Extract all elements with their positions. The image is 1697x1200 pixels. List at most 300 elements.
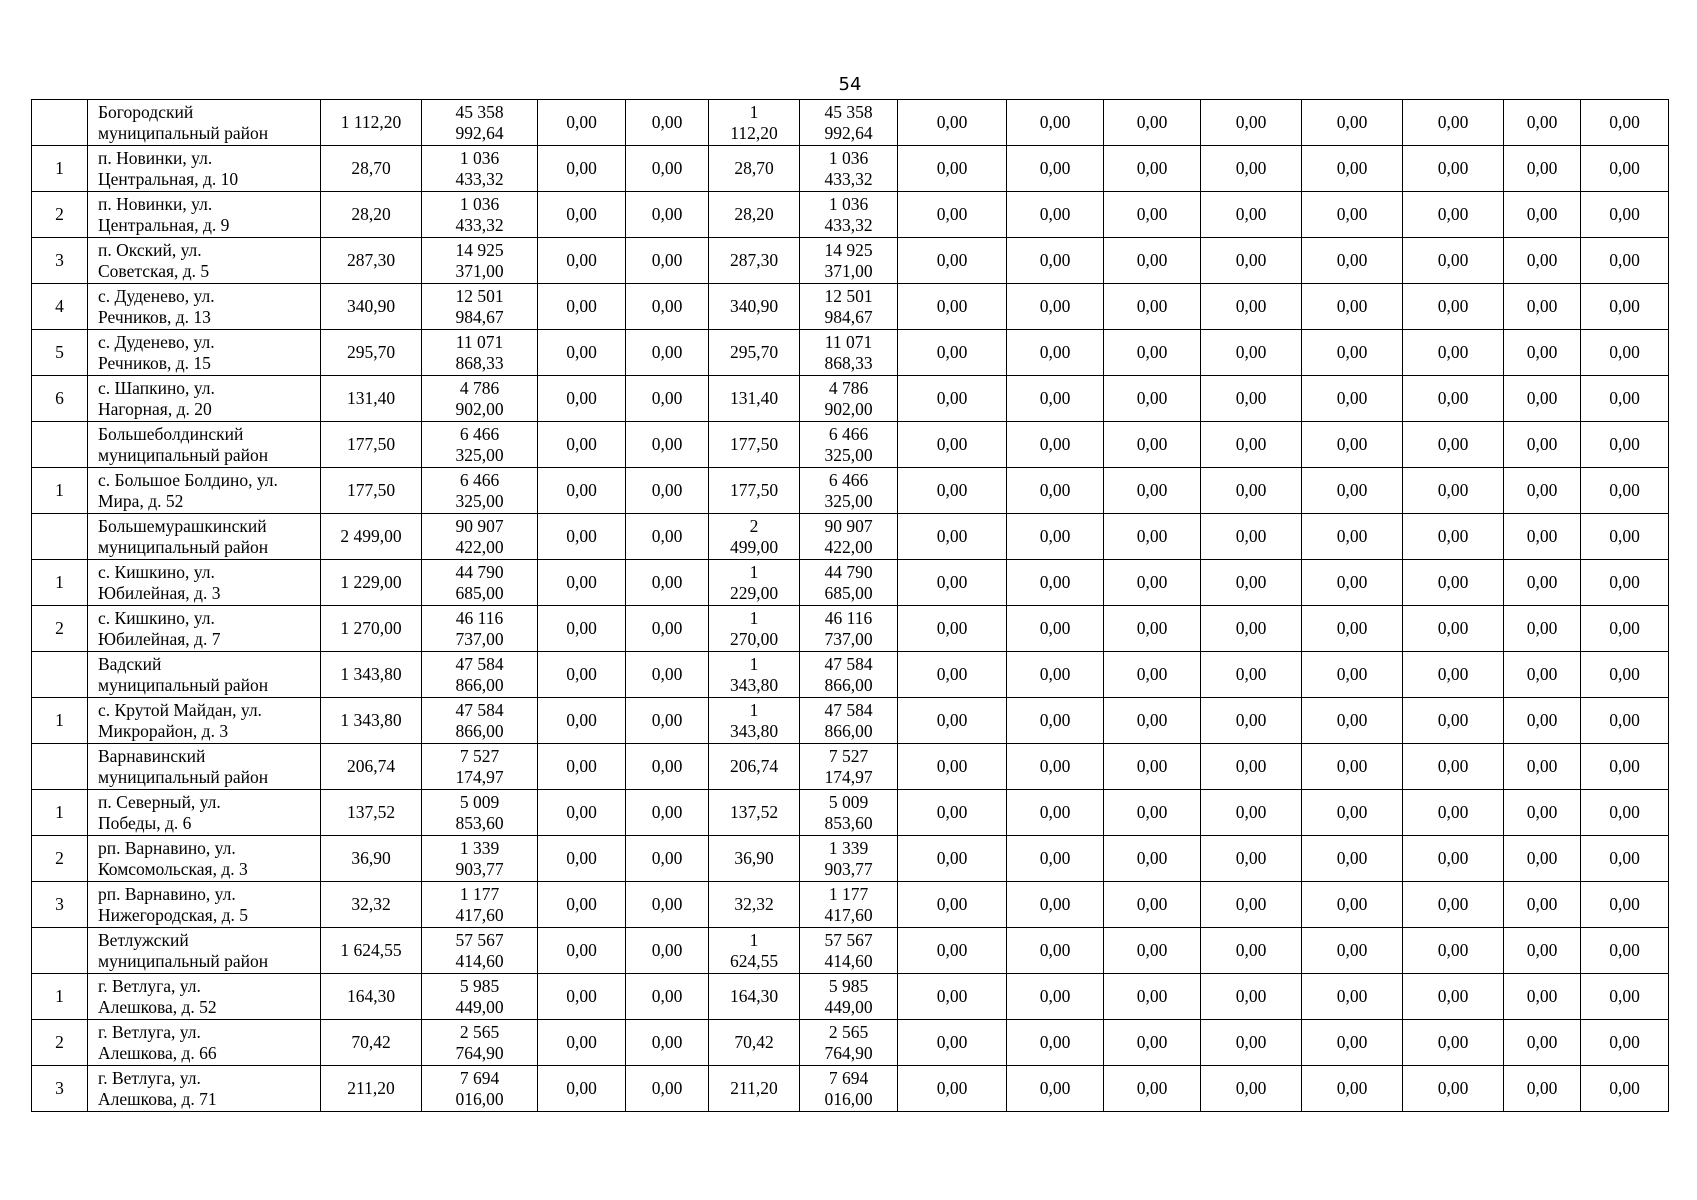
value-cell-c7: 0,00 [898, 882, 1007, 928]
value-cell-c3: 0,00 [538, 1020, 626, 1066]
value-cell-c1: 137,52 [321, 790, 422, 836]
value-cell-c9: 0,00 [1104, 376, 1201, 422]
value-cell-c7: 0,00 [898, 192, 1007, 238]
value-cell-c1: 131,40 [321, 376, 422, 422]
value-cell-c10: 0,00 [1201, 744, 1302, 790]
value-cell-c1: 340,90 [321, 284, 422, 330]
value-cell-c2: 1 339 903,77 [422, 836, 538, 882]
value-cell-c13: 0,00 [1504, 422, 1581, 468]
row-number-cell: 1 [32, 468, 88, 514]
value-cell-c6: 4 786 902,00 [800, 376, 898, 422]
value-cell-c6: 7 694 016,00 [800, 1066, 898, 1112]
value-cell-c7: 0,00 [898, 836, 1007, 882]
value-cell-c5: 1 343,80 [709, 652, 800, 698]
value-cell-c4: 0,00 [626, 606, 709, 652]
value-cell-c13: 0,00 [1504, 1066, 1581, 1112]
value-cell-c1: 1 624,55 [321, 928, 422, 974]
value-cell-c8: 0,00 [1007, 928, 1104, 974]
value-cell-c10: 0,00 [1201, 560, 1302, 606]
table-row [32, 1020, 1669, 1066]
value-cell-c14: 0,00 [1581, 606, 1669, 652]
value-cell-c13: 0,00 [1504, 192, 1581, 238]
row-number-cell [32, 652, 88, 698]
value-cell-c8: 0,00 [1007, 376, 1104, 422]
address-cell: Вадский муниципальный район [88, 652, 321, 698]
value-cell-c9: 0,00 [1104, 836, 1201, 882]
value-cell-c10: 0,00 [1201, 422, 1302, 468]
value-cell-c5: 1 229,00 [709, 560, 800, 606]
value-cell-c11: 0,00 [1302, 744, 1403, 790]
table-row [32, 376, 1669, 422]
value-cell-c2: 7 527 174,97 [422, 744, 538, 790]
row-number-cell: 1 [32, 698, 88, 744]
value-cell-c1: 70,42 [321, 1020, 422, 1066]
value-cell-c9: 0,00 [1104, 882, 1201, 928]
value-cell-c7: 0,00 [898, 698, 1007, 744]
value-cell-c1: 36,90 [321, 836, 422, 882]
value-cell-c12: 0,00 [1403, 376, 1504, 422]
value-cell-c2: 6 466 325,00 [422, 468, 538, 514]
value-cell-c2: 2 565 764,90 [422, 1020, 538, 1066]
value-cell-c9: 0,00 [1104, 744, 1201, 790]
value-cell-c10: 0,00 [1201, 468, 1302, 514]
value-cell-c12: 0,00 [1403, 192, 1504, 238]
table-row [32, 928, 1669, 974]
value-cell-c9: 0,00 [1104, 192, 1201, 238]
value-cell-c11: 0,00 [1302, 928, 1403, 974]
value-cell-c7: 0,00 [898, 330, 1007, 376]
value-cell-c4: 0,00 [626, 882, 709, 928]
value-cell-c10: 0,00 [1201, 928, 1302, 974]
value-cell-c12: 0,00 [1403, 606, 1504, 652]
row-number-cell: 1 [32, 560, 88, 606]
value-cell-c4: 0,00 [626, 422, 709, 468]
value-cell-c3: 0,00 [538, 698, 626, 744]
table-row [32, 744, 1669, 790]
value-cell-c1: 32,32 [321, 882, 422, 928]
value-cell-c14: 0,00 [1581, 836, 1669, 882]
value-cell-c7: 0,00 [898, 422, 1007, 468]
value-cell-c8: 0,00 [1007, 974, 1104, 1020]
value-cell-c12: 0,00 [1403, 100, 1504, 146]
value-cell-c11: 0,00 [1302, 330, 1403, 376]
value-cell-c3: 0,00 [538, 836, 626, 882]
value-cell-c14: 0,00 [1581, 422, 1669, 468]
value-cell-c7: 0,00 [898, 514, 1007, 560]
value-cell-c14: 0,00 [1581, 238, 1669, 284]
value-cell-c5: 295,70 [709, 330, 800, 376]
value-cell-c4: 0,00 [626, 468, 709, 514]
value-cell-c13: 0,00 [1504, 836, 1581, 882]
value-cell-c1: 1 270,00 [321, 606, 422, 652]
value-cell-c7: 0,00 [898, 284, 1007, 330]
value-cell-c11: 0,00 [1302, 698, 1403, 744]
value-cell-c9: 0,00 [1104, 790, 1201, 836]
value-cell-c9: 0,00 [1104, 560, 1201, 606]
value-cell-c7: 0,00 [898, 928, 1007, 974]
address-cell: п. Новинки, ул. Центральная, д. 9 [88, 192, 321, 238]
value-cell-c6: 1 177 417,60 [800, 882, 898, 928]
value-cell-c8: 0,00 [1007, 330, 1104, 376]
value-cell-c4: 0,00 [626, 284, 709, 330]
value-cell-c5: 164,30 [709, 974, 800, 1020]
value-cell-c14: 0,00 [1581, 790, 1669, 836]
value-cell-c6: 47 584 866,00 [800, 652, 898, 698]
value-cell-c13: 0,00 [1504, 514, 1581, 560]
table-row [32, 652, 1669, 698]
value-cell-c3: 0,00 [538, 422, 626, 468]
value-cell-c1: 1 112,20 [321, 100, 422, 146]
value-cell-c9: 0,00 [1104, 928, 1201, 974]
table-row [32, 238, 1669, 284]
row-number-cell: 5 [32, 330, 88, 376]
value-cell-c3: 0,00 [538, 146, 626, 192]
value-cell-c13: 0,00 [1504, 928, 1581, 974]
value-cell-c3: 0,00 [538, 790, 626, 836]
value-cell-c1: 177,50 [321, 468, 422, 514]
value-cell-c4: 0,00 [626, 376, 709, 422]
value-cell-c13: 0,00 [1504, 974, 1581, 1020]
value-cell-c11: 0,00 [1302, 100, 1403, 146]
value-cell-c11: 0,00 [1302, 146, 1403, 192]
value-cell-c7: 0,00 [898, 238, 1007, 284]
value-cell-c14: 0,00 [1581, 744, 1669, 790]
value-cell-c4: 0,00 [626, 100, 709, 146]
value-cell-c2: 57 567 414,60 [422, 928, 538, 974]
value-cell-c10: 0,00 [1201, 790, 1302, 836]
value-cell-c13: 0,00 [1504, 238, 1581, 284]
value-cell-c10: 0,00 [1201, 652, 1302, 698]
row-number-cell: 3 [32, 238, 88, 284]
value-cell-c2: 7 694 016,00 [422, 1066, 538, 1112]
value-cell-c2: 44 790 685,00 [422, 560, 538, 606]
value-cell-c4: 0,00 [626, 1066, 709, 1112]
value-cell-c3: 0,00 [538, 284, 626, 330]
value-cell-c9: 0,00 [1104, 238, 1201, 284]
value-cell-c7: 0,00 [898, 146, 1007, 192]
value-cell-c5: 177,50 [709, 468, 800, 514]
value-cell-c2: 47 584 866,00 [422, 652, 538, 698]
row-number-cell [32, 928, 88, 974]
value-cell-c14: 0,00 [1581, 698, 1669, 744]
value-cell-c1: 2 499,00 [321, 514, 422, 560]
value-cell-c10: 0,00 [1201, 238, 1302, 284]
value-cell-c14: 0,00 [1581, 974, 1669, 1020]
table-row [32, 514, 1669, 560]
value-cell-c2: 1 036 433,32 [422, 146, 538, 192]
value-cell-c12: 0,00 [1403, 790, 1504, 836]
value-cell-c1: 177,50 [321, 422, 422, 468]
value-cell-c11: 0,00 [1302, 468, 1403, 514]
value-cell-c11: 0,00 [1302, 284, 1403, 330]
value-cell-c4: 0,00 [626, 790, 709, 836]
value-cell-c8: 0,00 [1007, 652, 1104, 698]
value-cell-c4: 0,00 [626, 238, 709, 284]
table-row [32, 422, 1669, 468]
value-cell-c14: 0,00 [1581, 468, 1669, 514]
value-cell-c13: 0,00 [1504, 376, 1581, 422]
value-cell-c2: 5 985 449,00 [422, 974, 538, 1020]
value-cell-c12: 0,00 [1403, 330, 1504, 376]
value-cell-c1: 1 229,00 [321, 560, 422, 606]
value-cell-c11: 0,00 [1302, 606, 1403, 652]
table-row [32, 698, 1669, 744]
value-cell-c5: 36,90 [709, 836, 800, 882]
value-cell-c11: 0,00 [1302, 652, 1403, 698]
value-cell-c9: 0,00 [1104, 1020, 1201, 1066]
value-cell-c6: 6 466 325,00 [800, 468, 898, 514]
value-cell-c10: 0,00 [1201, 606, 1302, 652]
value-cell-c10: 0,00 [1201, 100, 1302, 146]
value-cell-c7: 0,00 [898, 744, 1007, 790]
value-cell-c8: 0,00 [1007, 744, 1104, 790]
value-cell-c9: 0,00 [1104, 698, 1201, 744]
value-cell-c12: 0,00 [1403, 1066, 1504, 1112]
value-cell-c1: 206,74 [321, 744, 422, 790]
address-cell: с. Дуденево, ул. Речников, д. 15 [88, 330, 321, 376]
address-cell: г. Ветлуга, ул. Алешкова, д. 66 [88, 1020, 321, 1066]
value-cell-c10: 0,00 [1201, 836, 1302, 882]
value-cell-c10: 0,00 [1201, 330, 1302, 376]
address-cell: Ветлужский муниципальный район [88, 928, 321, 974]
value-cell-c3: 0,00 [538, 238, 626, 284]
value-cell-c6: 1 036 433,32 [800, 192, 898, 238]
value-cell-c10: 0,00 [1201, 376, 1302, 422]
value-cell-c12: 0,00 [1403, 652, 1504, 698]
value-cell-c4: 0,00 [626, 836, 709, 882]
value-cell-c5: 287,30 [709, 238, 800, 284]
value-cell-c13: 0,00 [1504, 330, 1581, 376]
value-cell-c4: 0,00 [626, 928, 709, 974]
table-row [32, 560, 1669, 606]
value-cell-c10: 0,00 [1201, 284, 1302, 330]
value-cell-c3: 0,00 [538, 882, 626, 928]
value-cell-c11: 0,00 [1302, 514, 1403, 560]
value-cell-c8: 0,00 [1007, 882, 1104, 928]
value-cell-c14: 0,00 [1581, 100, 1669, 146]
value-cell-c1: 295,70 [321, 330, 422, 376]
value-cell-c3: 0,00 [538, 192, 626, 238]
value-cell-c5: 131,40 [709, 376, 800, 422]
value-cell-c2: 1 177 417,60 [422, 882, 538, 928]
value-cell-c14: 0,00 [1581, 514, 1669, 560]
value-cell-c5: 1 270,00 [709, 606, 800, 652]
row-number-cell: 2 [32, 192, 88, 238]
value-cell-c8: 0,00 [1007, 1066, 1104, 1112]
value-cell-c8: 0,00 [1007, 836, 1104, 882]
value-cell-c2: 12 501 984,67 [422, 284, 538, 330]
address-cell: с. Крутой Майдан, ул. Микрорайон, д. 3 [88, 698, 321, 744]
value-cell-c5: 1 343,80 [709, 698, 800, 744]
value-cell-c13: 0,00 [1504, 100, 1581, 146]
row-number-cell [32, 744, 88, 790]
value-cell-c10: 0,00 [1201, 974, 1302, 1020]
value-cell-c4: 0,00 [626, 560, 709, 606]
value-cell-c6: 14 925 371,00 [800, 238, 898, 284]
address-cell: с. Большое Болдино, ул. Мира, д. 52 [88, 468, 321, 514]
value-cell-c13: 0,00 [1504, 698, 1581, 744]
table-row [32, 192, 1669, 238]
value-cell-c14: 0,00 [1581, 146, 1669, 192]
value-cell-c4: 0,00 [626, 1020, 709, 1066]
value-cell-c14: 0,00 [1581, 330, 1669, 376]
value-cell-c7: 0,00 [898, 652, 1007, 698]
value-cell-c14: 0,00 [1581, 376, 1669, 422]
value-cell-c5: 137,52 [709, 790, 800, 836]
value-cell-c12: 0,00 [1403, 974, 1504, 1020]
value-cell-c6: 7 527 174,97 [800, 744, 898, 790]
value-cell-c9: 0,00 [1104, 606, 1201, 652]
address-cell: п. Северный, ул. Победы, д. 6 [88, 790, 321, 836]
value-cell-c3: 0,00 [538, 744, 626, 790]
value-cell-c2: 46 116 737,00 [422, 606, 538, 652]
value-cell-c12: 0,00 [1403, 560, 1504, 606]
value-cell-c12: 0,00 [1403, 238, 1504, 284]
value-cell-c11: 0,00 [1302, 790, 1403, 836]
value-cell-c9: 0,00 [1104, 468, 1201, 514]
table-row [32, 836, 1669, 882]
value-cell-c8: 0,00 [1007, 238, 1104, 284]
value-cell-c14: 0,00 [1581, 882, 1669, 928]
value-cell-c14: 0,00 [1581, 1066, 1669, 1112]
value-cell-c14: 0,00 [1581, 1020, 1669, 1066]
value-cell-c11: 0,00 [1302, 192, 1403, 238]
row-number-cell: 6 [32, 376, 88, 422]
value-cell-c3: 0,00 [538, 560, 626, 606]
row-number-cell [32, 422, 88, 468]
value-cell-c8: 0,00 [1007, 468, 1104, 514]
value-cell-c8: 0,00 [1007, 100, 1104, 146]
table-row [32, 284, 1669, 330]
value-cell-c7: 0,00 [898, 560, 1007, 606]
value-cell-c6: 47 584 866,00 [800, 698, 898, 744]
value-cell-c10: 0,00 [1201, 146, 1302, 192]
value-cell-c8: 0,00 [1007, 606, 1104, 652]
row-number-cell: 3 [32, 1066, 88, 1112]
value-cell-c5: 340,90 [709, 284, 800, 330]
value-cell-c8: 0,00 [1007, 790, 1104, 836]
value-cell-c12: 0,00 [1403, 882, 1504, 928]
value-cell-c13: 0,00 [1504, 1020, 1581, 1066]
value-cell-c7: 0,00 [898, 790, 1007, 836]
value-cell-c3: 0,00 [538, 330, 626, 376]
value-cell-c5: 28,70 [709, 146, 800, 192]
value-cell-c2: 6 466 325,00 [422, 422, 538, 468]
value-cell-c6: 45 358 992,64 [800, 100, 898, 146]
value-cell-c9: 0,00 [1104, 100, 1201, 146]
value-cell-c5: 1 624,55 [709, 928, 800, 974]
value-cell-c7: 0,00 [898, 1020, 1007, 1066]
address-cell: Варнавинский муниципальный район [88, 744, 321, 790]
value-cell-c6: 12 501 984,67 [800, 284, 898, 330]
value-cell-c7: 0,00 [898, 606, 1007, 652]
value-cell-c4: 0,00 [626, 192, 709, 238]
value-cell-c12: 0,00 [1403, 1020, 1504, 1066]
value-cell-c3: 0,00 [538, 974, 626, 1020]
value-cell-c3: 0,00 [538, 652, 626, 698]
table-row [32, 330, 1669, 376]
value-cell-c6: 1 339 903,77 [800, 836, 898, 882]
table-body [32, 100, 1669, 1112]
value-cell-c12: 0,00 [1403, 514, 1504, 560]
value-cell-c9: 0,00 [1104, 514, 1201, 560]
value-cell-c12: 0,00 [1403, 744, 1504, 790]
row-number-cell [32, 100, 88, 146]
value-cell-c1: 287,30 [321, 238, 422, 284]
value-cell-c11: 0,00 [1302, 238, 1403, 284]
value-cell-c14: 0,00 [1581, 284, 1669, 330]
table-row [32, 146, 1669, 192]
table-row [32, 882, 1669, 928]
value-cell-c7: 0,00 [898, 974, 1007, 1020]
value-cell-c3: 0,00 [538, 928, 626, 974]
value-cell-c8: 0,00 [1007, 560, 1104, 606]
value-cell-c2: 1 036 433,32 [422, 192, 538, 238]
value-cell-c2: 47 584 866,00 [422, 698, 538, 744]
value-cell-c9: 0,00 [1104, 422, 1201, 468]
value-cell-c13: 0,00 [1504, 284, 1581, 330]
value-cell-c12: 0,00 [1403, 146, 1504, 192]
value-cell-c13: 0,00 [1504, 468, 1581, 514]
value-cell-c13: 0,00 [1504, 652, 1581, 698]
value-cell-c12: 0,00 [1403, 928, 1504, 974]
value-cell-c8: 0,00 [1007, 284, 1104, 330]
value-cell-c6: 2 565 764,90 [800, 1020, 898, 1066]
value-cell-c8: 0,00 [1007, 146, 1104, 192]
address-cell: г. Ветлуга, ул. Алешкова, д. 52 [88, 974, 321, 1020]
value-cell-c1: 28,70 [321, 146, 422, 192]
address-cell: с. Кишкино, ул. Юбилейная, д. 3 [88, 560, 321, 606]
row-number-cell: 1 [32, 974, 88, 1020]
value-cell-c5: 2 499,00 [709, 514, 800, 560]
address-cell: рп. Варнавино, ул. Комсомольская, д. 3 [88, 836, 321, 882]
value-cell-c8: 0,00 [1007, 422, 1104, 468]
row-number-cell: 2 [32, 836, 88, 882]
address-cell: г. Ветлуга, ул. Алешкова, д. 71 [88, 1066, 321, 1112]
value-cell-c7: 0,00 [898, 376, 1007, 422]
address-cell: п. Новинки, ул. Центральная, д. 10 [88, 146, 321, 192]
value-cell-c1: 164,30 [321, 974, 422, 1020]
row-number-cell: 2 [32, 1020, 88, 1066]
value-cell-c7: 0,00 [898, 1066, 1007, 1112]
value-cell-c10: 0,00 [1201, 882, 1302, 928]
address-cell: с. Дуденево, ул. Речников, д. 13 [88, 284, 321, 330]
value-cell-c1: 211,20 [321, 1066, 422, 1112]
value-cell-c9: 0,00 [1104, 284, 1201, 330]
row-number-cell [32, 514, 88, 560]
row-number-cell: 1 [32, 146, 88, 192]
value-cell-c11: 0,00 [1302, 836, 1403, 882]
value-cell-c1: 28,20 [321, 192, 422, 238]
value-cell-c14: 0,00 [1581, 652, 1669, 698]
value-cell-c12: 0,00 [1403, 468, 1504, 514]
address-cell: рп. Варнавино, ул. Нижегородская, д. 5 [88, 882, 321, 928]
address-cell: Богородский муниципальный район [88, 100, 321, 146]
value-cell-c11: 0,00 [1302, 376, 1403, 422]
value-cell-c2: 4 786 902,00 [422, 376, 538, 422]
value-cell-c2: 11 071 868,33 [422, 330, 538, 376]
row-number-cell: 2 [32, 606, 88, 652]
value-cell-c11: 0,00 [1302, 422, 1403, 468]
address-cell: с. Шапкино, ул. Нагорная, д. 20 [88, 376, 321, 422]
value-cell-c11: 0,00 [1302, 1020, 1403, 1066]
value-cell-c5: 32,32 [709, 882, 800, 928]
value-cell-c3: 0,00 [538, 606, 626, 652]
value-cell-c6: 5 009 853,60 [800, 790, 898, 836]
address-cell: п. Окский, ул. Советская, д. 5 [88, 238, 321, 284]
value-cell-c4: 0,00 [626, 652, 709, 698]
address-cell: Большеболдинский муниципальный район [88, 422, 321, 468]
